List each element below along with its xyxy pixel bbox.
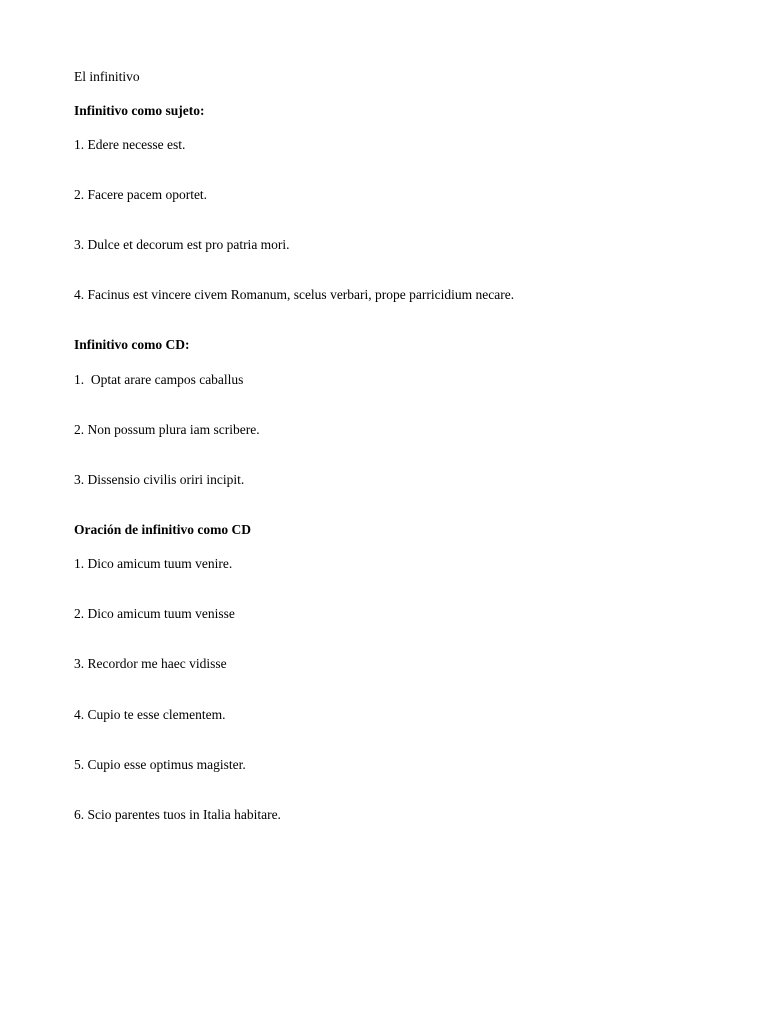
list-item: 4. Facinus est vincere civem Romanum, scelus verbari, prope parricidium necare.: [74, 287, 515, 302]
section-heading-infinitivo-sujeto: Infinitivo como sujeto:: [74, 103, 205, 118]
section-heading-infinitivo-cd: Infinitivo como CD:: [74, 337, 190, 352]
list-item: 5. Cupio esse optimus magister.: [74, 757, 246, 772]
list-item: 2. Facere pacem oportet.: [74, 187, 208, 202]
list-item: 3. Dissensio civilis oriri incipit.: [74, 472, 245, 487]
list-item: 1. Edere necesse est.: [74, 137, 186, 152]
section-heading-oracion-infinitivo-cd: Oración de infinitivo como CD: [74, 522, 251, 537]
list-item: 2. Non possum plura iam scribere.: [74, 422, 260, 437]
document-title: El infinitivo: [74, 69, 140, 84]
list-item: 6. Scio parentes tuos in Italia habitare.: [74, 807, 281, 822]
list-item: 3. Recordor me haec vidisse: [74, 656, 227, 671]
list-item: 3. Dulce et decorum est pro patria mori.: [74, 237, 290, 252]
list-item: 1. Dico amicum tuum venire.: [74, 556, 233, 571]
list-item: 2. Dico amicum tuum venisse: [74, 606, 235, 621]
list-item: 1. Optat arare campos caballus: [74, 372, 244, 387]
list-item: 4. Cupio te esse clementem.: [74, 707, 226, 722]
